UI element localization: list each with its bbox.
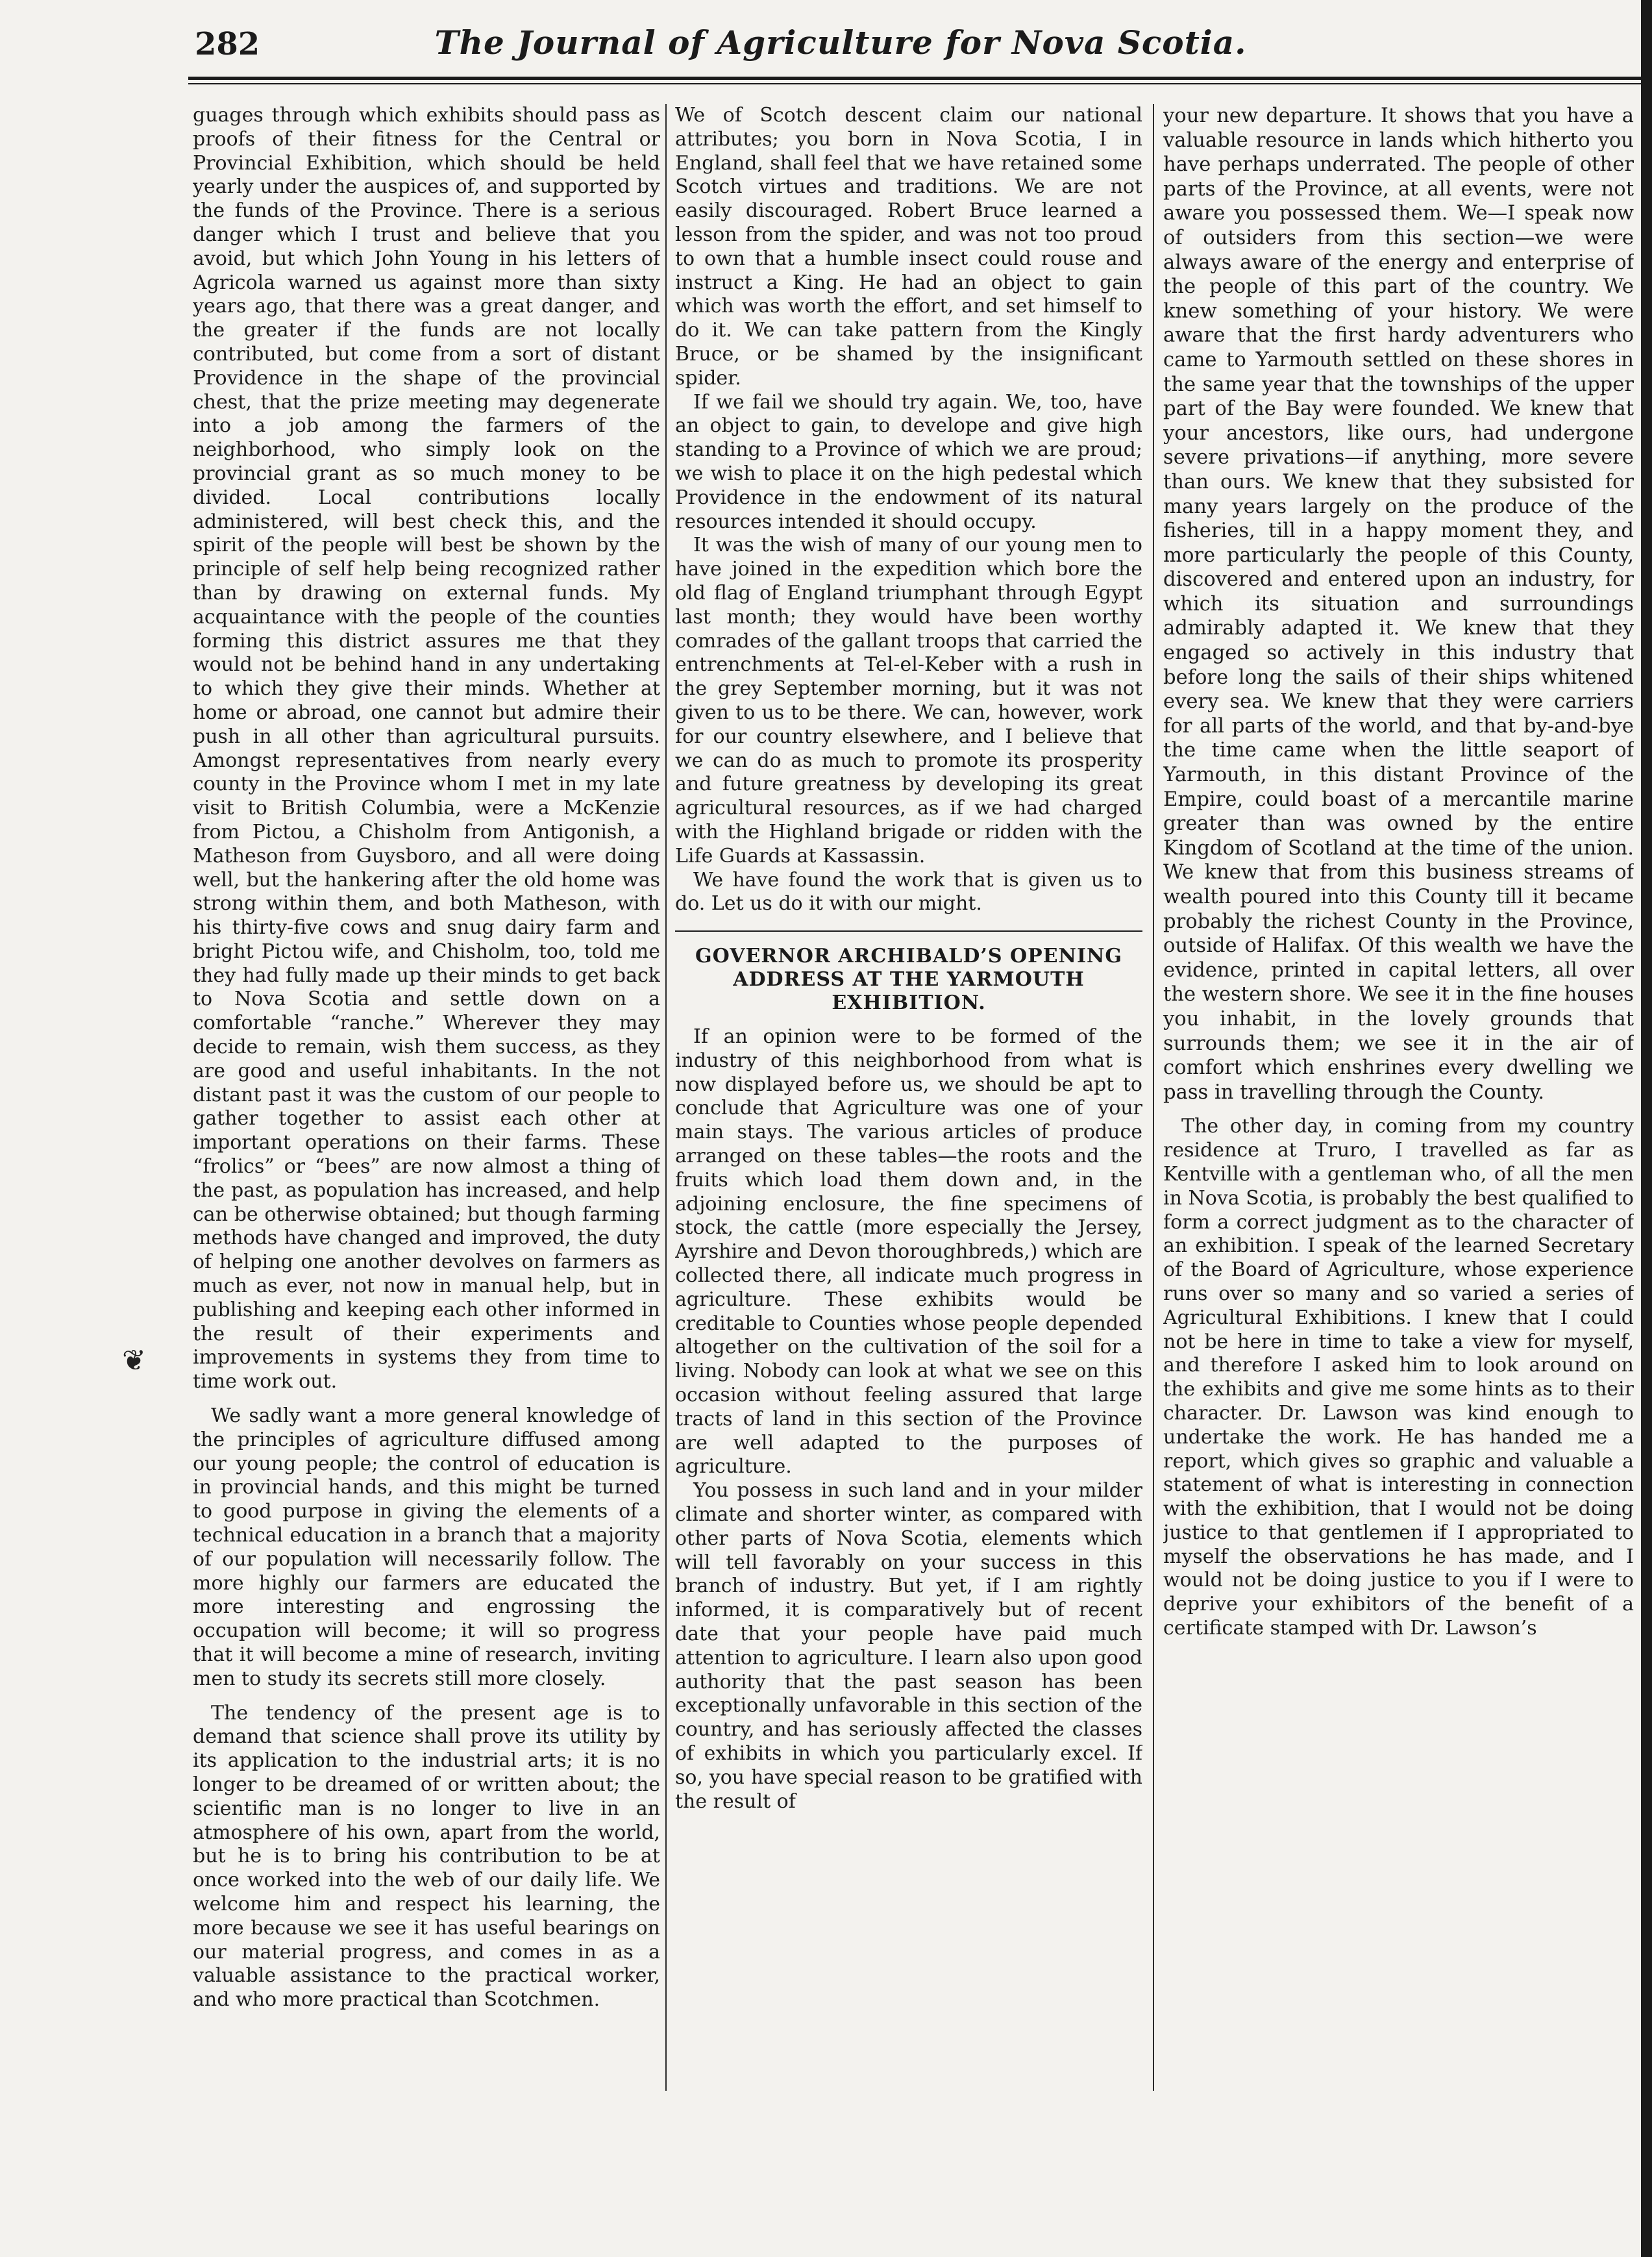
column-1 — [193, 104, 660, 2012]
column2-paragraph: You possess in such land and in your milder climate and shorter winter, as compared with other parts of Nova Scotia, elements which will tell favorably on your success in this branch of industry. But yet, if I am rightly informed, it is comparatively but of recent date that your people have paid much attention to agriculture. I learn also upon good authority that the past season has been exceptionally unfavorable in this section of the country, and has seriously affected the classes of exhibits in which you particularly excel. If so, you have special reason to be gratified with the result of — [675, 1479, 1142, 1813]
column2-paragraph: We of Scotch descent claim our national attributes; you born in Nova Scotia, I in England, shall feel that we have retained some Scotch virtues and traditions. We are not easily discouraged. Robert Bruce learned a lesson from the spider, and was not too proud to own that a humble insect could rouse and instruct a King. He had an object to gain which was worth the effort, and set himself to do it. We can take pattern from the Kingly Bruce, or be shamed by the insignificant spider. — [675, 104, 1142, 390]
column1-paragraph: We sadly want a more general knowledge of the principles of agriculture diffused among our young people; the control of education is in provincial hands, and this might be turned to good purpose in giving the elements of a technical education in a branch that a majority of our population will necessarily follow. The more highly our farmers are educated the more interesting and engrossing the occupation will become; it will so progress that it will become a mine of research, inviting men to study its secrets still more closely. — [193, 1404, 660, 1690]
column-3 — [1163, 104, 1634, 1641]
column2-paragraph: It was the wish of many of our young men to have joined in the expedition which bore the old flag of England triumphant through Egypt last month; they would have been worthy comrades of the gallant troops that carried the entrenchments at Tel-el-Keber with a rush in the grey September morning, but it was not given to us to be there. We can, however, work for our country elsewhere, and I believe that we can do as much to promote its prosperity and future greatness by developing its great agricultural resources, as if we had charged with the Highland brigade or ridden with the Life Guards at Kassassin. — [675, 534, 1142, 867]
column-2 — [675, 104, 1142, 1814]
column3-paragraph: your new departure. It shows that you have a valuable resource in lands which hitherto you have perhaps underrated. The people of other parts of the Province, at all events, were not aware you possessed them. We—I speak now of outsiders from this section—we were always aware of the energy and enterprise of the people of this part of the country. We knew something of your history. We were aware that the first hardy adventurers who came to Yarmouth settled on these shores in the same year that the townships of the upper part of the Bay were founded. We knew that your ancestors, like ours, had undergone severe privations—if anything, more severe than ours. We knew that they subsisted for many years largely on the produce of the fisheries, till in a happy moment they, and more particularly the people of this County, discovered and entered upon an industry, for which its situation and surroundings admirably adapted it. We knew that they engaged so actively in this industry that before long the sails of their ships whitened every sea. We knew that they were carriers for all parts of the world, and that by-and-bye the time came when the little seaport of Yarmouth, in this distant Province of the Empire, could boast of a mercantile marine greater than was owned by the entire Kingdom of Scotland at the time of the union. We knew that from this business streams of wealth poured into this County till it became probably the richest County in the Province, outside of Halifax. Of this wealth we have the evidence, printed in capital letters, all over the western shore. We see it in the fine houses you inhabit, in the lovely grounds that surrounds them; we see it in the air of comfort which enshrines every dwelling we pass in travelling through the County. — [1163, 105, 1634, 1104]
header-rule-thick — [188, 77, 1646, 80]
column-divider — [1153, 104, 1154, 2091]
article-title: GOVERNOR ARCHIBALD’S OPENING ADDRESS AT THE YARMOUTH EXHIBITION. — [695, 945, 1123, 1015]
column-divider — [665, 104, 667, 2091]
column1-paragraph: The tendency of the present age is to demand that science shall prove its utility by its application to the industrial arts; it is no longer to be dreamed of or written about; the scientific man is no longer to live in an atmosphere of his own, apart from the world, but he is to bring his contribution to be at once worked into the web of our daily life. We welcome him and respect his learning, the more because we see it has useful bearings on our material progress, and comes in as a valuable assistance to the practical worker, and who more practical than Scotchmen. — [193, 1701, 660, 2012]
page-edge-binding — [1641, 0, 1652, 2257]
column2-paragraph: If we fail we should try again. We, too, have an object to gain, to develope and give high standing to a Province of which we are proud; we wish to place it on the high pedestal which Providence in the endowment of its natural resources intended it should occupy. — [675, 390, 1142, 533]
margin-ornament-icon: ❦ — [122, 1344, 146, 1377]
column1-paragraph: guages through which exhibits should pass as proofs of their fitness for the Central or Provincial Exhibition, which should be held yearly under the auspices of, and supported by the funds of the Province. There is a serious danger which I trust and believe that you avoid, but which John Young in his letters of Agricola warned us against more than sixty years ago, that there was a great danger, and the greater if the funds are not locally contributed, but come from a sort of distant Providence in the shape of the provincial chest, that the prize meeting may degenerate into a job among the farmers of the neighborhood, who simply look on the provincial grant as so much money to be divided. Local contributions locally administered, will best check this, and the spirit of the people will best be shown by the principle of self help being recognized rather than by drawing on external funds. My acquaintance with the people of the counties forming this district assures me that they would not be behind hand in any undertaking to which they give their minds. Whether at home or abroad, one cannot but admire their push in all other than agricultural pursuits. Amongst representatives from nearly every county in the Province whom I met in my late visit to British Columbia, were a McKenzie from Pictou, a Chisholm from Antigonish, a Matheson from Guysboro, and all were doing well, but the hankering after the old home was strong within them, and both Matheson, with his thirty-five cows and snug dairy farm and bright Pictou wife, and Chisholm, too, told me they had fully made up their minds to get back to Nova Scotia and settle down on a comfortable “ranche.” Wherever they may decide to remain, wish them success, as they are good and useful inhabitants. In the not distant past it was the custom of our people to gather together to assist each other at important operations on their farms. These “frolics” or “bees” are now almost a thing of the past, as population has increased, and help can be otherwise obtained; but though farming methods have changed and improved, the duty of helping one another devolves on farmers as much as ever, not now in manual help, but in publishing and keeping each other informed in the result of their experiments and improvements in systems they from time to time work out. — [193, 104, 660, 1393]
column2-paragraph: If an opinion were to be formed of the industry of this neighborhood from what is now displayed before us, we should be apt to conclude that Agriculture was one of your main stays. The various articles of produce arranged on these tables—the roots and the fruits which load them down and, in the adjoining enclosure, the fine specimens of stock, the cattle (more especially the Jersey, Ayrshire and Devon thoroughbreds,) which are collected there, all indicate much progress in agriculture. These exhibits would be creditable to Counties whose people depended altogether on the cultivation of the soil for a living. Nobody can look at what we see on this occasion without feeling assured that large tracts of land in this section of the Province are well adapted to the purposes of agriculture. — [675, 1025, 1142, 1478]
header-rule-thin — [188, 83, 1646, 84]
page-number: 282 — [195, 26, 260, 62]
column3-paragraph: The other day, in coming from my country residence at Truro, I travelled as far as Kentville with a gentleman who, of all the men in Nova Scotia, is probably the best qualified to form a correct judgment as to the character of an exhibition. I speak of the learned Secretary of the Board of Agriculture, whose experience runs over so many and so varied a series of Agricultural Exhibitions. I knew that I could not be here in time to take a view for myself, and therefore I asked him to look around on the exhibits and give me some hints as to their character. Dr. Lawson was kind enough to undertake the work. He has handed me a report, which gives so graphic and valuable a statement of what is interesting in connection with the exhibition, that I would not be doing justice to that gentlemen if I appropriated to myself the observations he has made, and I would not be doing justice to you if I were to deprive your exhibitors of the benefit of a certificate stamped with Dr. Lawson’s — [1163, 1115, 1634, 1640]
page-header — [195, 23, 1263, 78]
journal-title: The Journal of Agriculture for Nova Scotia. — [434, 23, 1247, 62]
column2-paragraph: We have found the work that is given us to do. Let us do it with our might. — [675, 868, 1142, 916]
article-separator — [675, 930, 1142, 932]
